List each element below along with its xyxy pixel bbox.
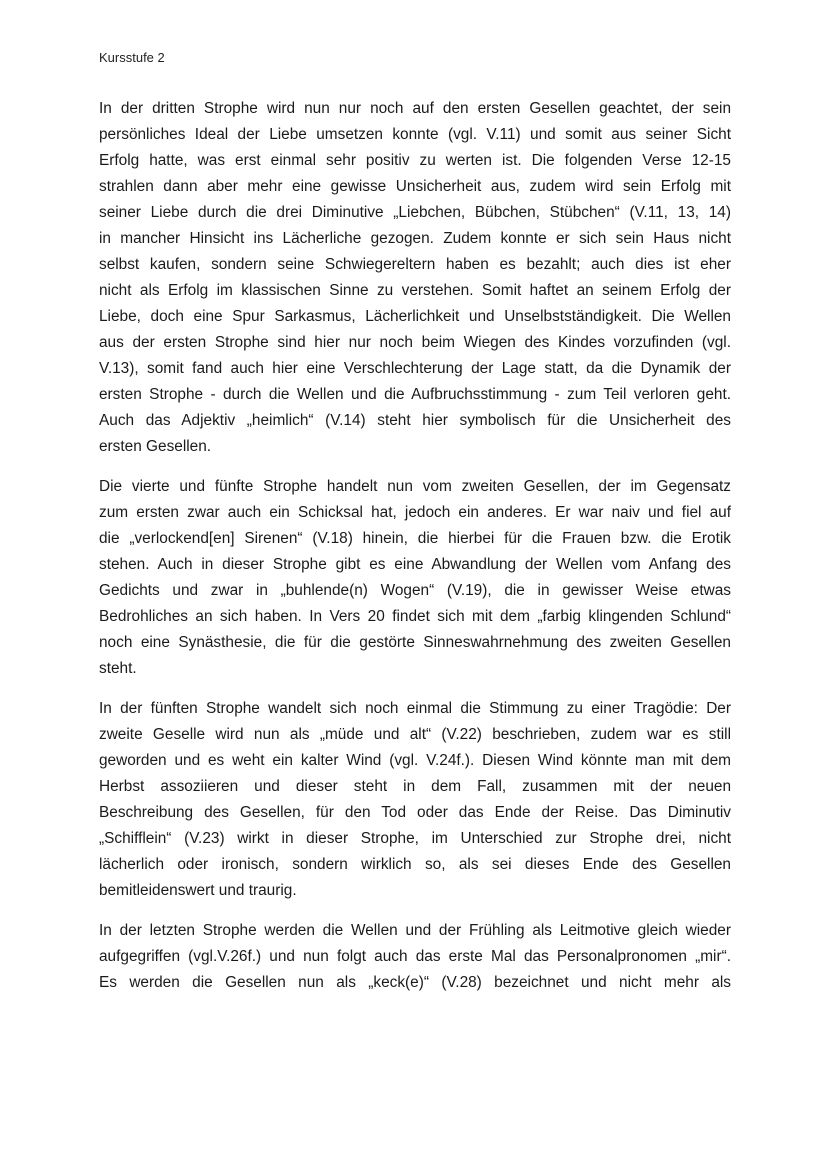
text-line: geworden und es weht ein kalter Wind (vgl. V.24f.). Diesen Wind könnte man mit dem — [99, 752, 731, 769]
text-line: ersten Strophe - durch die Wellen und die Aufbruchsstimmung - zum Teil verloren geht. — [99, 386, 731, 403]
text-line: Es werden die Gesellen nun als „keck(e)“ (V.28) bezeichnet und nicht mehr als — [99, 974, 731, 991]
paragraph-3 — [99, 696, 731, 904]
text-line: Erfolg hatte, was erst einmal sehr positiv zu werten ist. Die folgenden Verse 12-15 — [99, 152, 731, 169]
text-line: persönliches Ideal der Liebe umsetzen konnte (vgl. V.11) und somit aus seiner Sicht — [99, 126, 731, 143]
text-line: Beschreibung des Gesellen, für den Tod oder das Ende der Reise. Das Diminutiv — [99, 804, 731, 821]
text-line: strahlen dann aber mehr eine gewisse Unsicherheit aus, zudem wird sein Erfolg mit — [99, 178, 731, 195]
text-line: aus der ersten Strophe sind hier nur noch beim Wiegen des Kindes vorzufinden (vgl. — [99, 334, 731, 351]
text-line: Auch das Adjektiv „heimlich“ (V.14) steht hier symbolisch für die Unsicherheit des — [99, 412, 731, 429]
text-line: stehen. Auch in dieser Strophe gibt es eine Abwandlung der Wellen vom Anfang des — [99, 556, 731, 573]
text-line: Die vierte und fünfte Strophe handelt nun vom zweiten Gesellen, der im Gegensatz — [99, 478, 731, 495]
paragraph-2 — [99, 474, 731, 682]
text-line: lächerlich oder ironisch, sondern wirklich so, als sei dieses Ende des Gesellen — [99, 856, 731, 873]
text-line: Liebe, doch eine Spur Sarkasmus, Lächerlichkeit und Unselbstständigkeit. Die Wellen — [99, 308, 731, 325]
text-line: seiner Liebe durch die drei Diminutive „Liebchen, Bübchen, Stübchen“ (V.11, 13, 14) — [99, 204, 731, 221]
text-line: zweite Geselle wird nun als „müde und alt“ (V.22) beschrieben, zudem war es still — [99, 726, 731, 743]
text-line: Gedichts und zwar in „buhlende(n) Wogen“ (V.19), die in gewisser Weise etwas — [99, 582, 731, 599]
text-line: zum ersten zwar auch ein Schicksal hat, jedoch ein anderes. Er war naiv und fiel auf — [99, 504, 731, 521]
text-line: Herbst assoziieren und dieser steht in dem Fall, zusammen mit der neuen — [99, 778, 731, 795]
text-line: nicht als Erfolg im klassischen Sinne zu verstehen. Somit haftet an seinem Erfolg der — [99, 282, 731, 299]
page-header: Kursstufe 2 — [99, 50, 165, 65]
text-line: In der letzten Strophe werden die Wellen und der Frühling als Leitmotive gleich wieder — [99, 922, 731, 939]
paragraph-1 — [99, 96, 731, 460]
text-line: Bedrohliches an sich haben. In Vers 20 findet sich mit dem „farbig klingenden Schlund“ — [99, 608, 731, 625]
text-line: V.13), somit fand auch hier eine Verschlechterung der Lage statt, da die Dynamik der — [99, 360, 731, 377]
text-line: aufgegriffen (vgl.V.26f.) und nun folgt auch das erste Mal das Personalpronomen „mir“. — [99, 948, 731, 965]
text-line: In der fünften Strophe wandelt sich noch einmal die Stimmung zu einer Tragödie: Der — [99, 700, 731, 717]
text-line: noch eine Synästhesie, die für die gestörte Sinneswahrnehmung des zweiten Gesellen — [99, 634, 731, 651]
text-line: bemitleidenswert und traurig. — [99, 882, 297, 899]
text-line: „Schifflein“ (V.23) wirkt in dieser Strophe, im Unterschied zur Strophe drei, nicht — [99, 830, 731, 847]
text-line: selbst kaufen, sondern seine Schwiegereltern haben es bezahlt; auch dies ist eher — [99, 256, 731, 273]
text-line: die „verlockend[en] Sirenen“ (V.18) hinein, die hierbei für die Frauen bzw. die Erotik — [99, 530, 731, 547]
document-body — [99, 96, 731, 1010]
text-line: in mancher Hinsicht ins Lächerliche gezogen. Zudem konnte er sich sein Haus nicht — [99, 230, 731, 247]
text-line: In der dritten Strophe wird nun nur noch auf den ersten Gesellen geachtet, der sein — [99, 100, 731, 117]
paragraph-4 — [99, 918, 731, 996]
text-line: ersten Gesellen. — [99, 438, 212, 455]
text-line: steht. — [99, 660, 137, 677]
